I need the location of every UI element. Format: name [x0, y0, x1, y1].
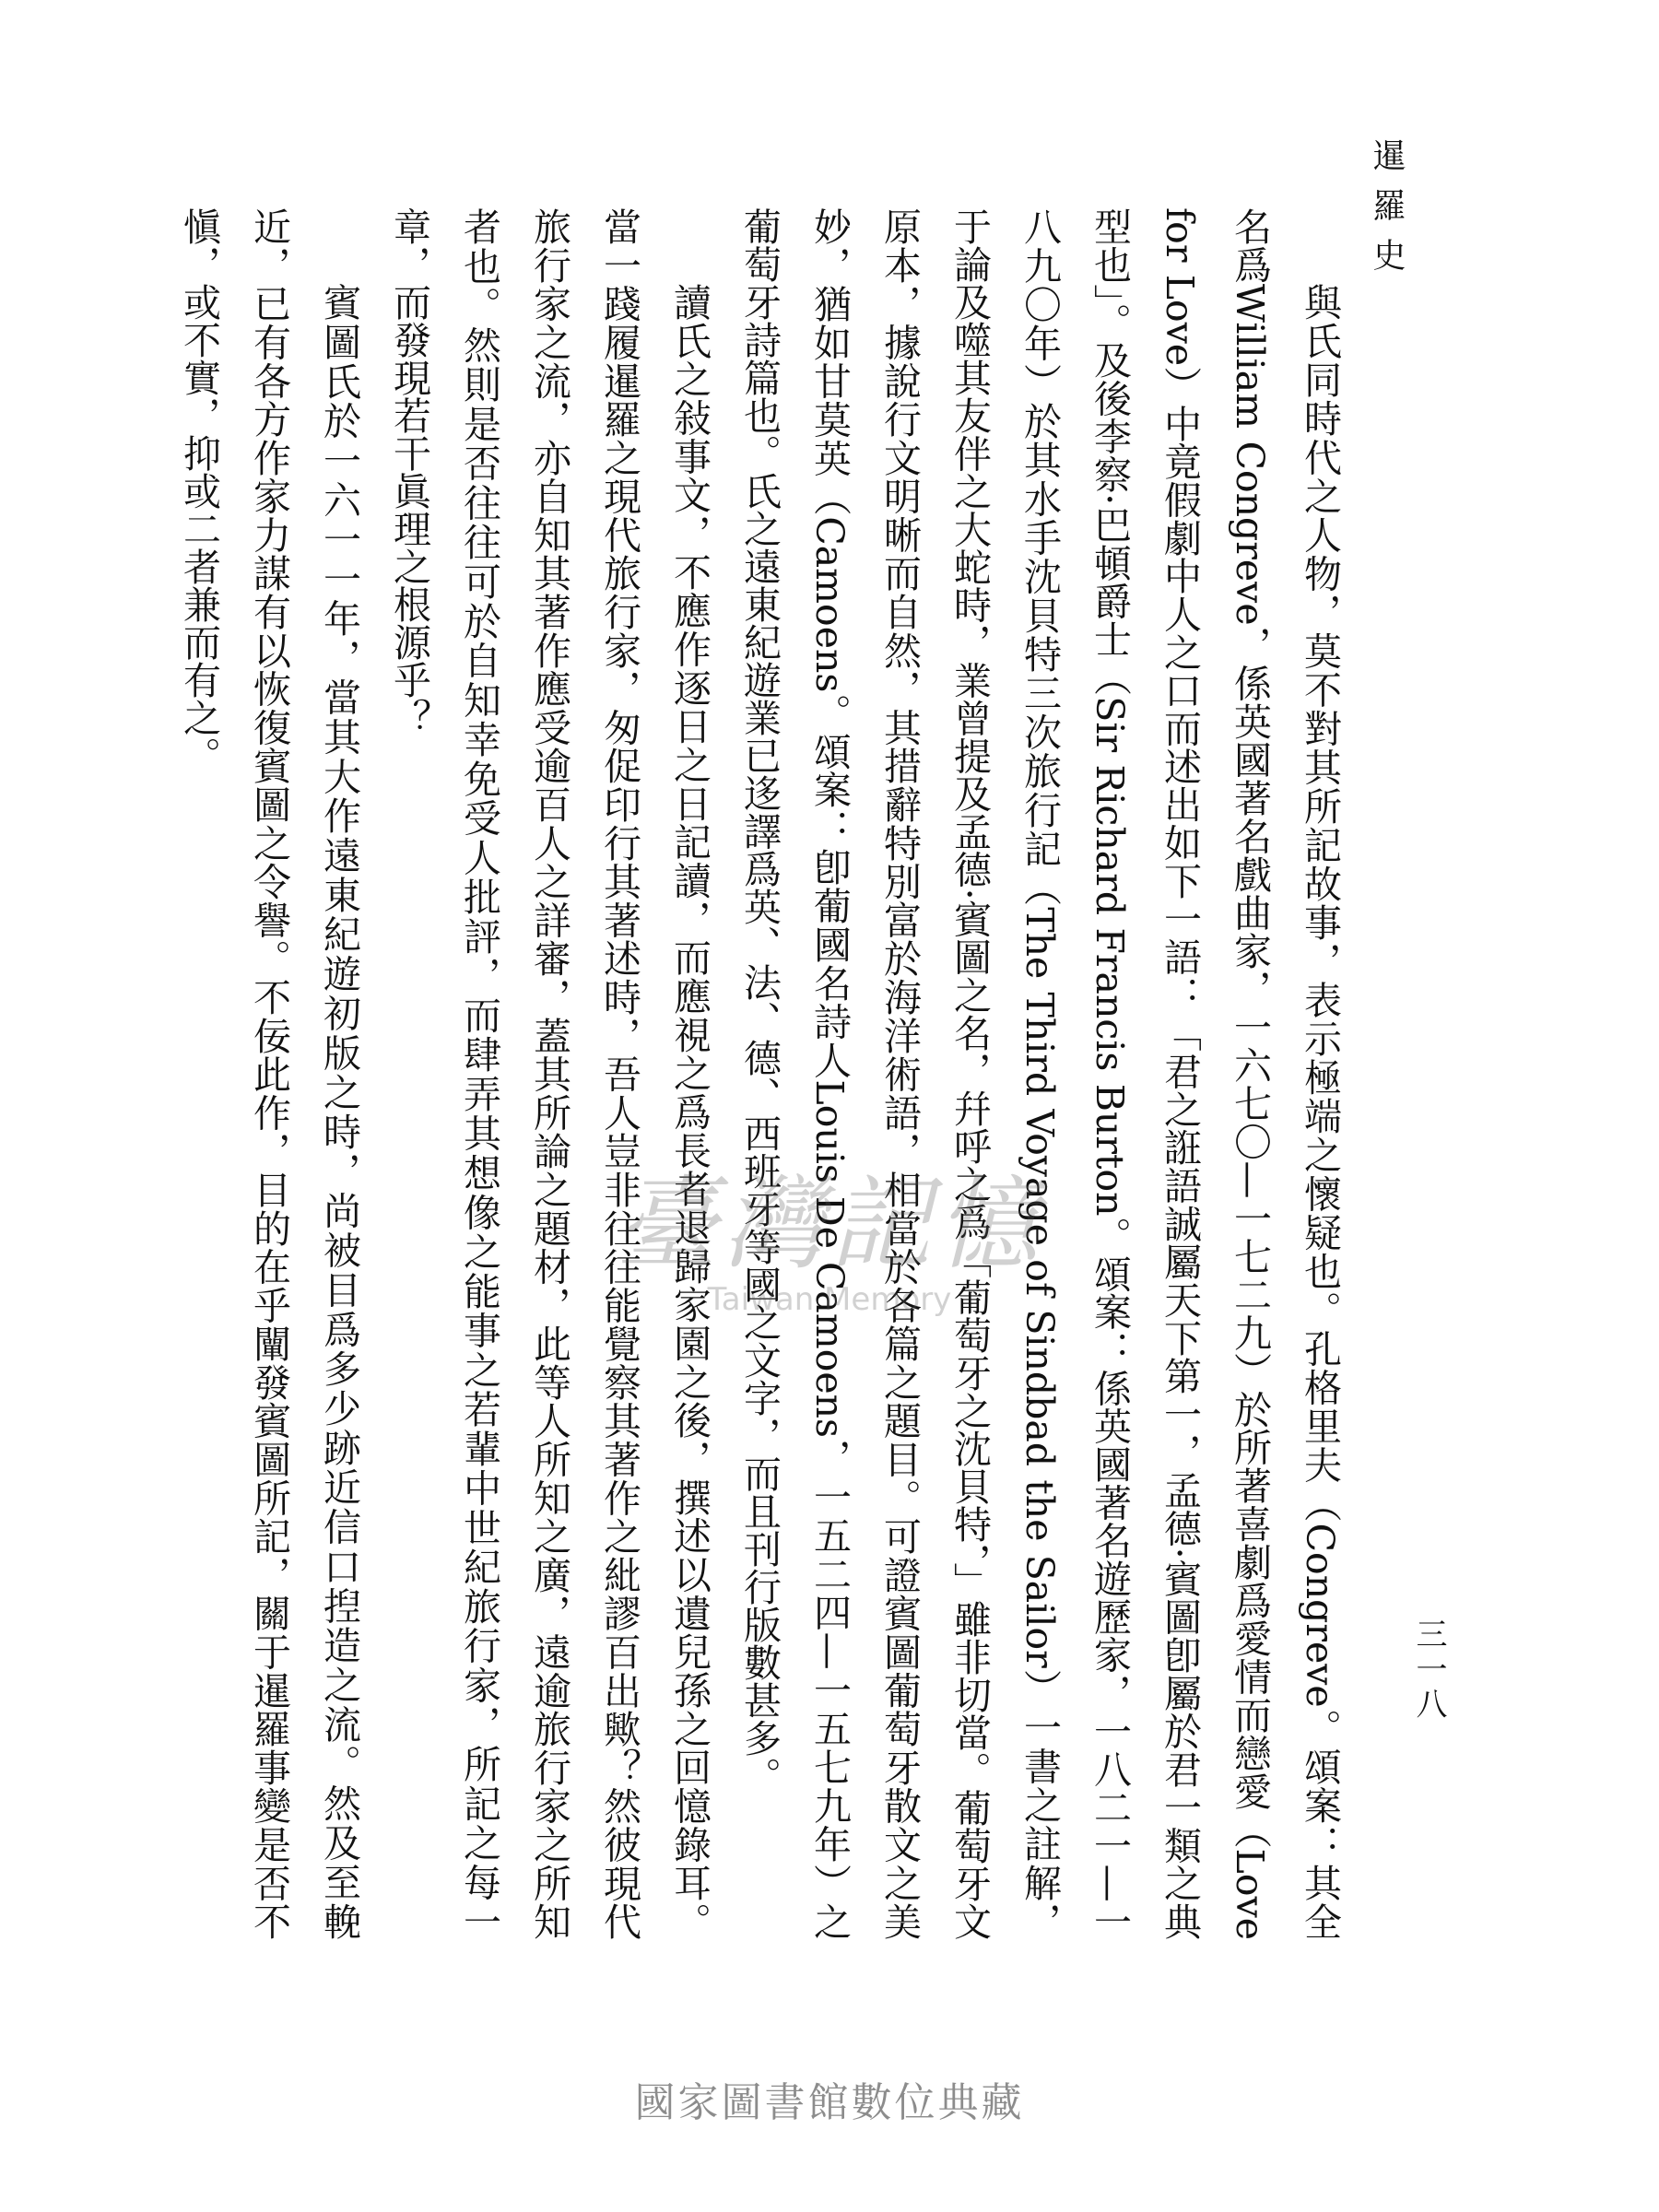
paragraph-2: 讀氏之敍事文，不應作逐日之日記讀，而應視之爲長者退歸家園之後，撰述以遺兒孫之回憶錄耳。當一踐履暹羅之現代旅行家，匆促印行其著述時，吾人豈非往往能覺察其著作之紕謬百出歟？然彼現代旅行家之流，亦自知其著作應受逾百人之詳審，蓋其所論之題材，此等人所知之廣，遠逾旅行家之所知者也。然則是否往往可於自知幸免受人批評，而肆弄其想像之能事之若輩中世紀旅行家，所記之每一章，而發現若干眞理之根源乎？ — [387, 207, 712, 1940]
watermark-english: Taiwan Memory — [707, 1281, 952, 1318]
running-header-title: 暹羅史 — [1368, 138, 1406, 288]
paragraph-1: 與氏同時代之人物，莫不對其所記故事，表示極端之懷疑也。孔格里夫（Congreve。頌案：其全名爲William Congreve，係英國著名戲曲家，一六七〇—一七二九）於所著喜劇爲愛情而戀愛（Love for Love）中竟假劇中人之口而述出如下一語：「君之誑語誠屬天下第一，孟德·賓圖卽屬於君一類之典型也」。及後李察·巴頓爵士（Sir Richard Francis Burton。頌案：係英國著名遊歷家，一八二一—一八九〇年）於其水手沈貝特三次旅行記（The Third Voyage of Sindbad the Sailor）一書之註解，于論及噬其友伴之大蛇時，業曾提及孟德·賓圖之名，幷呼之爲「葡萄牙之沈貝特，」雖非切當。葡萄牙文原本，據說行文明晰而自然，其措辭特別富於海洋術語，相當於各篇之題目。可證賓圖葡萄牙散文之美妙，猶如甘莫英（Camoens。頌案：卽葡國名詩人Louis De Camoens，一五二四—一五七九年）之葡萄牙詩篇也。氏之遠東紀遊業已迻譯爲英、法、德、西班牙等國之文字，而且刊行版數甚多。 — [737, 207, 1342, 1941]
watermark-chinese: 臺灣記憶 — [616, 1165, 1043, 1283]
body-text — [177, 207, 1355, 1941]
paragraph-3: 賓圖氏於一六一一年，當其大作遠東紀遊初版之時，尚被目爲多少跡近信口揑造之流。然及至輓近，已有各方作家力謀有以恢復賓圖之令譽。不佞此作，目的在乎闡發賓圖所記，關于暹羅事變是否不愼，或不實，抑或二者兼而有之。 — [177, 207, 361, 1940]
page-number: 三一八 — [1410, 1618, 1447, 1723]
footer-archive-label: 國家圖書館數位典藏 — [634, 2079, 1025, 2126]
